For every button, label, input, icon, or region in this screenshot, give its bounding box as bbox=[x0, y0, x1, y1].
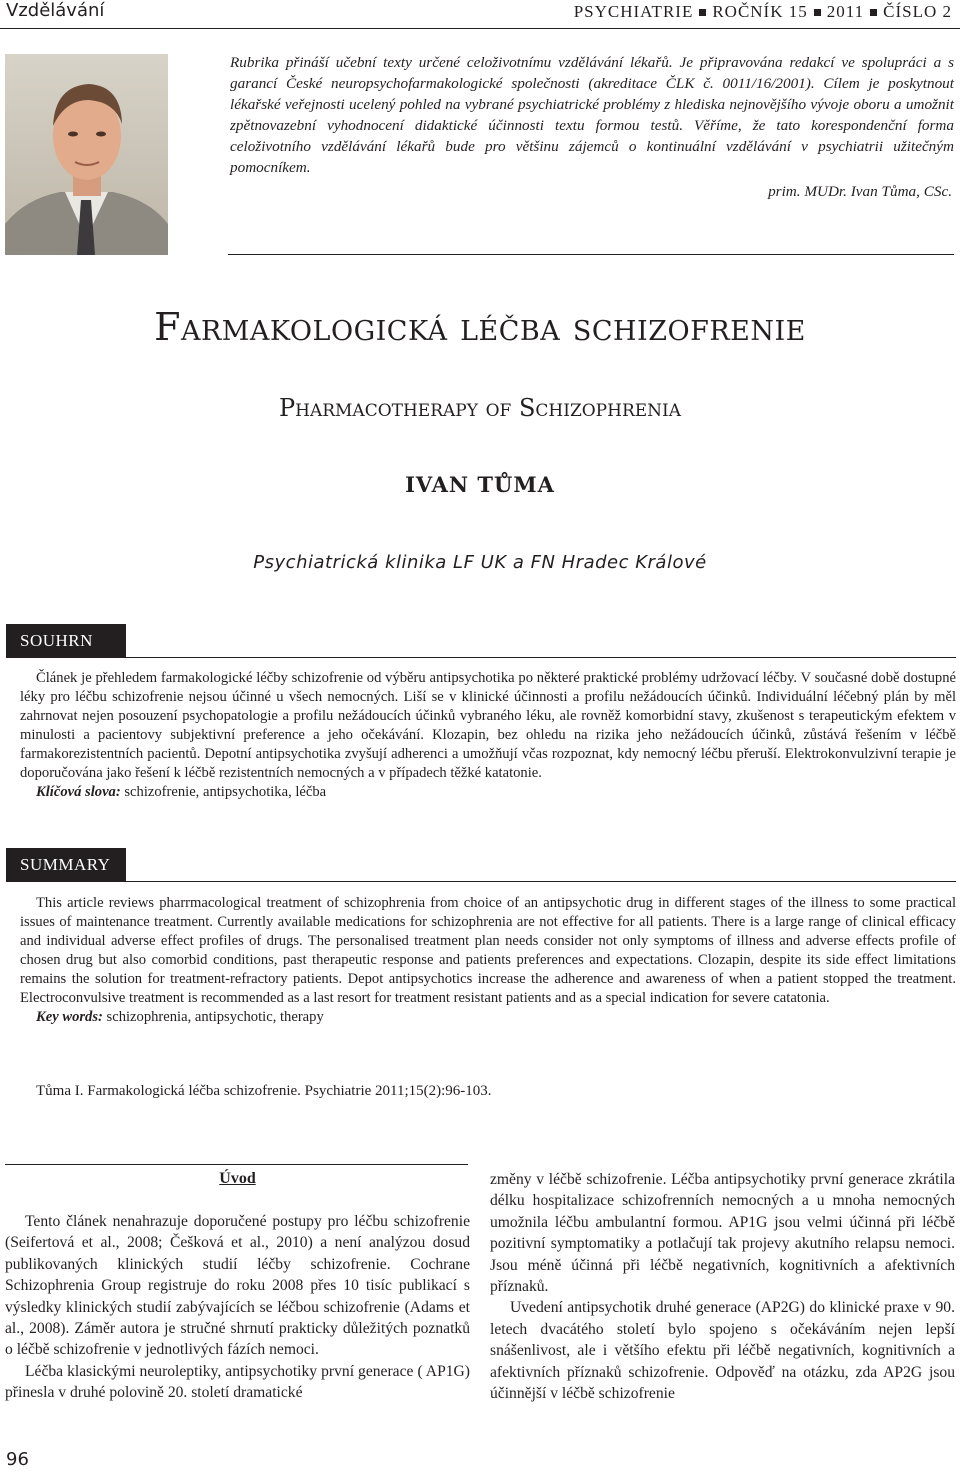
journal-year: 2011 bbox=[826, 2, 865, 21]
souhrn-heading: SOUHRN bbox=[6, 624, 126, 658]
body-right-column bbox=[490, 1169, 955, 1404]
body-paragraph: Uvedení antipsychotik druhé generace (AP2G) do klinické praxe v 90. letech dvacátého století bylo spojeno s očekáváním nejen lepší snášenlivost, ale i většího efektu při léčbě negativních, kognitivních a afektivních příznaků schizofrenie. Odpověď na otázku, zda AP2G jsou účinnější v léčbě schizofrenie bbox=[490, 1299, 955, 1403]
summary-keywords-label: Key words: bbox=[36, 1009, 103, 1025]
intro-section-heading: Úvod bbox=[219, 1170, 256, 1187]
summary-rule bbox=[126, 881, 956, 882]
souhrn-keywords-label: Klíčová slova: bbox=[36, 784, 121, 800]
author-affiliation: Psychiatrická klinika LF UK a FN Hradec Králové bbox=[253, 552, 707, 573]
summary-text: This article reviews pharrmacological treatment of schizophrenia from choice of an antipsychotic drug in different stages of the illness to some practical issues of maintenance treatment. Currently available medications for schizophrenia are not effective for all patients. There is a large range of clinical efficacy and individual adverse effect profiles of drugs. The personalised treatment plan needs consider not only symptoms of illness and adverse effects profile of chosen drug but also comorbid conditions, past therapeutic response and patients preferences and expectations. Clozapin, despite its side effect limitations remains the solution for treatment-refractory patients. Depot antipsychotics increase the adherence and awareness of when a patient stopped the treatment. Electroconvulsive treatment is recommended as a last resort for treatment resistant patients and as a special indication for severe catatonia. bbox=[20, 895, 956, 1006]
journal-header bbox=[574, 2, 952, 22]
summary-keywords-value: schizophrenia, antipsychotic, therapy bbox=[102, 1009, 324, 1025]
summary-abstract bbox=[20, 894, 956, 1027]
article-citation: Tůma I. Farmakologická léčba schizofrenie. Psychiatrie 2011;15(2):96-103. bbox=[36, 1083, 492, 1099]
page-number: 96 bbox=[6, 1449, 29, 1470]
journal-name: PSYCHIATRIE bbox=[573, 2, 694, 21]
souhrn-text: Článek je přehledem farmakologické léčby schizofrenie od výběru antipsychotika po některé praktické problémy udržovací léčby. V současné době dostupné léky pro léčbu schizofrenie nejsou účinné u všech nemocných. Liší se v klinické účinnosti a profilu nežádoucích účinků. Individuální léčebný plán by měl zahrnovat nejen posouzení psychopatologie a profilu nežádoucích účinků vybraného léku, ale rovněž komorbidní stavy, zkušenost s terapeutickým efektem v minulosti a pacientovy subjektivní preference a jeho očekávání. Klozapin, bez ohledu na rizika jeho nežádoucích účinků, zůstává řešením v léčbě farmakorezistentních pacientů. Depotní antipsychotika zvyšují adherenci a umožňují včas rozpoznat, kdy nemocný léčbu přeruší. Elektrokonvulzivní terapie je doporučována jako řešení k léčbě rezistentních nemocných a v případech těžké katatonie. bbox=[20, 670, 956, 781]
article-subtitle: Pharmacotherapy of Schizophrenia bbox=[278, 394, 682, 422]
article-author: IVAN TŮMA bbox=[405, 472, 555, 497]
summary-keywords bbox=[20, 1008, 956, 1027]
souhrn-abstract bbox=[20, 669, 956, 802]
souhrn-keywords-value: schizofrenie, antipsychotika, léčba bbox=[120, 784, 327, 800]
intro-rule bbox=[228, 254, 954, 255]
author-photo bbox=[5, 54, 168, 255]
journal-issue: ČÍSLO 2 bbox=[883, 2, 952, 21]
separator-square-icon bbox=[699, 9, 706, 16]
souhrn-rule bbox=[126, 657, 956, 658]
summary-heading: SUMMARY bbox=[6, 848, 126, 882]
body-left-column bbox=[5, 1211, 470, 1404]
journal-volume: ROČNÍK 15 bbox=[712, 2, 808, 21]
souhrn-keywords bbox=[20, 783, 956, 802]
separator-square-icon bbox=[814, 9, 821, 16]
separator-square-icon bbox=[870, 9, 877, 16]
article-title: Farmakologická léčba schizofrenie bbox=[154, 305, 806, 349]
body-paragraph: změny v léčbě schizofrenie. Léčba antipsychotiky první generace zkrátila délku hospitalizace schizofrenních nemocných a u mnoha nemocných umožnila léčbu ambulantní formou. AP1G jsou velmi účinná při léčbě pozitivní symptomatiky a potlačují tak projevy akutního relapsu nemoci. Jsou méně účinná při léčbě negativních, kognitivních a afektivních příznaků. bbox=[490, 1171, 955, 1296]
intro-signature: prim. MUDr. Ivan Tůma, CSc. bbox=[768, 183, 952, 200]
section-label: Vzdělávání bbox=[6, 0, 105, 21]
column-rule bbox=[5, 1164, 468, 1165]
body-paragraph: Léčba klasickými neuroleptiky, antipsychotiky první generace ( AP1G) přinesla v druhé polovině 20. století dramatické bbox=[5, 1362, 470, 1402]
body-paragraph: Tento článek nenahrazuje doporučené postupy pro léčbu schizofrenie (Seifertová et al., 2008; Češková et al., 2010) a není analýzou dosud publikovaných klinických studií léčby schizofrenie. Cochrane Schizophrenia Group registruje do roku 2008 přes 10 tisíc publikací s výsledky klinických studií zabývajících se léčbou schizofrenie (Adams et al., 2008). Záměr autora je stručné shrnutí prakticky důležitých poznatků o léčbě schizofrenie v jednotlivých fázích nemoci. bbox=[5, 1213, 470, 1359]
header-rule bbox=[0, 28, 960, 29]
rubric-intro: Rubrika přináší učební texty určené celoživotnímu vzdělávání lékařů. Je připravována redakcí ve spolupráci a s garancí České neuropsychofarmakologické společnosti (akreditace ČLK č. 0011/16/2001). Cílem je poskytnout lékařské veřejnosti ucelený pohled na vybrané psychiatrické problémy z hlediska nejnovějšího vývoje oboru a umožnit zpětnovazební vyhodnocení didaktické účinnosti textu formou testů. Věříme, že tato korespondenční forma celoživotního vzdělávání lékařů bude pro většinu zájemců o kontinuální vzdělávání v psychiatrii užitečným pomocníkem. bbox=[230, 54, 954, 176]
